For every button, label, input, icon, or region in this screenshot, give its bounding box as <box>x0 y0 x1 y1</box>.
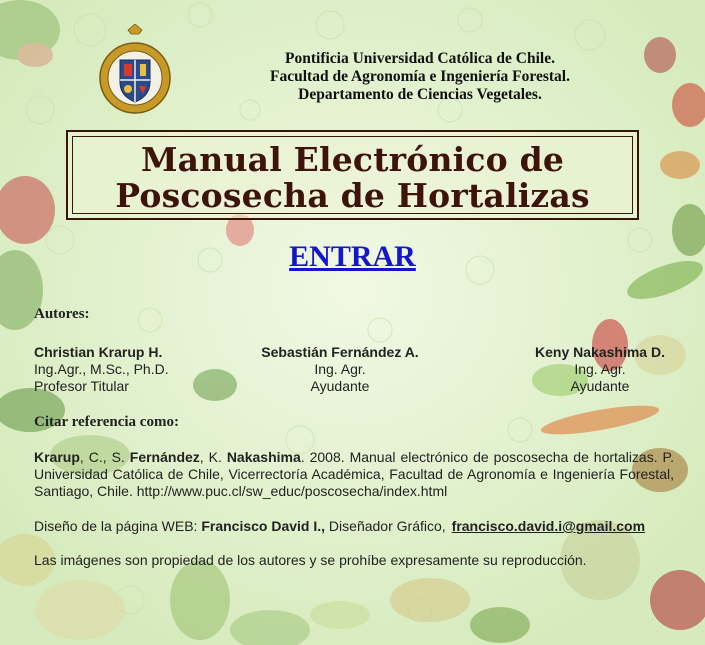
author-degree: Ing. Agr. <box>314 361 366 377</box>
title-line-2: Poscosecha de Hortalizas <box>115 176 590 215</box>
citation-author-nakashima: Nakashima <box>226 449 301 465</box>
citation-body: . 2008. Manual electrónico de poscosecha de hortalizas. P. Universidad Católica de Chile, Vicerrectoría Académica, Facultad de Agronomía e Ingeniería Forestal, Santiago, Chile. http://www.puc.cl/sw_educ/poscosecha/index.html <box>34 449 674 499</box>
author-role: Profesor Titular <box>34 378 129 394</box>
author-nakashima <box>498 344 702 395</box>
designer-name: Francisco David I., <box>201 518 326 534</box>
author-krarup <box>34 344 169 395</box>
design-prefix: Diseño de la página WEB: <box>34 518 202 534</box>
citation-text <box>34 449 674 500</box>
author-role: Ayudante <box>310 378 370 394</box>
copyright-notice: Las imágenes son propiedad de los autores y se prohíbe expresamente su reproducción. <box>34 552 587 568</box>
university-name: Pontificia Universidad Católica de Chile. <box>285 50 555 67</box>
author-name: Christian Krarup H. <box>34 344 163 360</box>
citation-author-krarup: Krarup <box>34 449 80 465</box>
citation-separator: , K. <box>199 449 227 465</box>
author-degree: Ing.Agr., M.Sc., Ph.D. <box>34 361 169 377</box>
citation-author-fernandez: Fernández <box>129 449 200 465</box>
university-seal-icon <box>98 24 172 118</box>
institution-header <box>205 50 635 104</box>
designer-email-link[interactable]: francisco.david.i@gmail.com <box>451 518 646 534</box>
author-name: Sebastián Fernández A. <box>261 344 419 360</box>
title-banner <box>66 130 639 220</box>
author-degree: Ing. Agr. <box>574 361 626 377</box>
designer-role: Diseñador Gráfico, <box>325 518 446 534</box>
title-line-1: Manual Electrónico de <box>140 140 565 179</box>
citation-heading: Citar referencia como: <box>34 414 179 430</box>
design-credit <box>34 518 684 535</box>
authors-heading: Autores: <box>34 306 90 322</box>
enter-link[interactable]: ENTRAR <box>289 240 416 273</box>
author-name: Keny Nakashima D. <box>535 344 665 360</box>
citation-separator: , C., S. <box>79 449 130 465</box>
author-fernandez <box>240 344 440 395</box>
author-role: Ayudante <box>570 378 630 394</box>
faculty-name: Facultad de Agronomía e Ingeniería Forestal. <box>270 68 570 85</box>
department-name: Departamento de Ciencias Vegetales. <box>298 86 542 103</box>
